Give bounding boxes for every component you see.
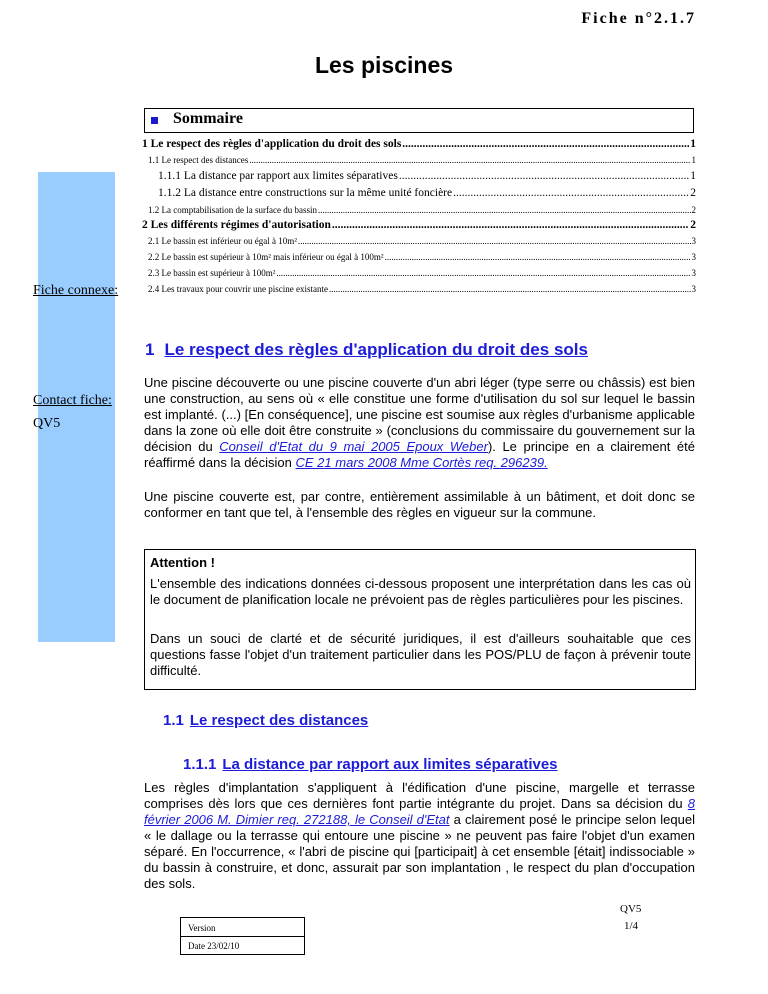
section-1-paragraph-1: Une piscine découverte ou une piscine couverte d'un abri léger (type serre ou châssis) est bien une construction, au sens où « elle constitue une forme d'utilisation du sol sur lequel le bassin est implanté. (...) [En conséquence], une piscine est soumise aux règles d'urbanisme applicable dans la zone où elle doit être construite » (conclusions du commissaire du gouvernement sur la décision du Conseil d'Etat du 9 mai 2005 Epoux Weber). Le principe en a clairement été réaffirmé dans la décision CE 21 mars 2008 Mme Cortès req. 296239. bbox=[144, 375, 695, 470]
toc-entry-page: 3 bbox=[691, 236, 696, 246]
section-number: 1.1 bbox=[163, 712, 184, 729]
toc-entry-text: 2.3 Le bassin est supérieur à 100m² bbox=[148, 268, 276, 278]
toc-entry[interactable] bbox=[142, 138, 696, 150]
section-title: Le respect des règles d'application du droit des sols bbox=[164, 340, 588, 359]
footer-version-box bbox=[180, 917, 305, 955]
ce-cortes-link[interactable]: CE 21 mars 2008 Mme Cortès req. 296239. bbox=[295, 455, 548, 470]
section-1-1-1-heading bbox=[183, 756, 558, 773]
toc-entry-page: 1 bbox=[690, 170, 696, 182]
toc-entry-page: 1 bbox=[691, 155, 696, 165]
version-label: Version bbox=[188, 923, 216, 933]
section-title: La distance par rapport aux limites séparatives bbox=[222, 756, 558, 773]
toc-entry-text: 2.1 Le bassin est inférieur ou égal à 10m² bbox=[148, 236, 297, 246]
date-label: Date 23/02/10 bbox=[188, 941, 240, 951]
toc-entry-text: 2.4 Les travaux pour couvrir une piscine existante bbox=[148, 284, 328, 294]
sommaire-label: Sommaire bbox=[173, 110, 243, 127]
footer-code: QV5 bbox=[620, 903, 642, 915]
fiche-number: Fiche n°2.1.7 bbox=[581, 10, 696, 27]
contact-fiche-label: Contact fiche: bbox=[33, 393, 112, 408]
toc-entry-page: 3 bbox=[691, 268, 696, 278]
toc-entry-text: 2 Les différents régimes d'autorisation bbox=[142, 219, 331, 231]
toc-entry-page: 2 bbox=[691, 205, 696, 215]
section-1-1-heading bbox=[163, 712, 368, 729]
toc-entry[interactable] bbox=[148, 155, 696, 165]
sommaire-header bbox=[144, 108, 694, 133]
toc-entry-page: 3 bbox=[691, 252, 696, 262]
toc-entry-page: 2 bbox=[690, 187, 696, 199]
attention-paragraph-1: L'ensemble des indications données ci-dessous proposent une interprétation dans les cas où le document de planification locale ne prévoient pas de règles particulières pour les piscines. bbox=[150, 576, 691, 607]
section-1-paragraph-2: Une piscine couverte est, par contre, entièrement assimilable à un bâtiment, et doit donc se conformer en tant que tel, à l'ensemble des règles en vigueur sur la commune. bbox=[144, 489, 695, 520]
toc-entry[interactable] bbox=[148, 252, 696, 262]
toc-entry[interactable] bbox=[142, 219, 696, 231]
section-1-1-1-paragraph: Les règles d'implantation s'appliquent à l'édification d'une piscine, margelle et terrasse comprises dès lors que ces dernières font partie intégrante du projet. Dans sa décision du 8 février 2006 M. Dimier req. 272188, le Conseil d'Etat a clairement posé le principe selon lequel « le dallage ou la terrasse qui entoure une piscine » ne peuvent pas faire l'objet d'un examen séparé. En l'occurrence, « l'abri de piscine qui [participait] à cet ensemble [était] indissociable » du bassin à construire, et donc, assurait par son implantation , le respect du plan d'occupation des sols. bbox=[144, 780, 695, 891]
toc-entry-text: 1.2 La comptabilisation de la surface du bassin bbox=[148, 205, 317, 215]
toc-entry[interactable] bbox=[148, 284, 696, 294]
attention-title: Attention ! bbox=[150, 555, 215, 570]
section-number: 1.1.1 bbox=[183, 756, 217, 773]
square-bullet-icon bbox=[151, 117, 158, 124]
toc-entry-page: 2 bbox=[690, 219, 696, 231]
section-number: 1 bbox=[145, 340, 155, 359]
toc-entry-text: 1.1.2 La distance entre constructions sur la même unité foncière bbox=[158, 187, 453, 199]
toc-entry-text: 1.1.1 La distance par rapport aux limites séparatives bbox=[158, 170, 398, 182]
toc-entry-text: 1 Le respect des règles d'application du droit des sols bbox=[142, 138, 402, 150]
page-number: 1/4 bbox=[624, 920, 639, 932]
attention-box bbox=[144, 549, 696, 690]
toc-entry[interactable] bbox=[158, 187, 696, 199]
toc-entry-text: 1.1 Le respect des distances bbox=[148, 155, 249, 165]
contact-fiche-value: QV5 bbox=[33, 416, 61, 431]
toc-entry[interactable] bbox=[148, 236, 696, 246]
page-title: Les piscines bbox=[314, 52, 454, 78]
conseil-etat-weber-link[interactable]: Conseil d'Etat du 9 mai 2005 Epoux Weber bbox=[219, 439, 488, 454]
dimier-decision-link[interactable]: 8 février 2006 M. Dimier req. 272188, le Conseil d'Etat bbox=[144, 796, 695, 827]
section-title: Le respect des distances bbox=[189, 712, 369, 729]
fiche-connexe-label: Fiche connexe: bbox=[33, 283, 119, 298]
toc-entry-page: 3 bbox=[691, 284, 696, 294]
toc-entry[interactable] bbox=[148, 268, 696, 278]
toc-entry-text: 2.2 Le bassin est supérieur à 10m² mais inférieur ou égal à 100m² bbox=[148, 252, 384, 262]
toc-entry-page: 1 bbox=[690, 138, 696, 150]
attention-paragraph-2: Dans un souci de clarté et de sécurité juridiques, il est d'ailleurs souhaitable que ces questions fasse l'objet d'un traitement particulier dans les POS/PLU de façon à prévenir toute difficulté. bbox=[150, 631, 691, 678]
toc-entry[interactable] bbox=[158, 170, 696, 182]
toc-entry[interactable] bbox=[148, 205, 696, 215]
section-1-heading bbox=[145, 340, 588, 360]
